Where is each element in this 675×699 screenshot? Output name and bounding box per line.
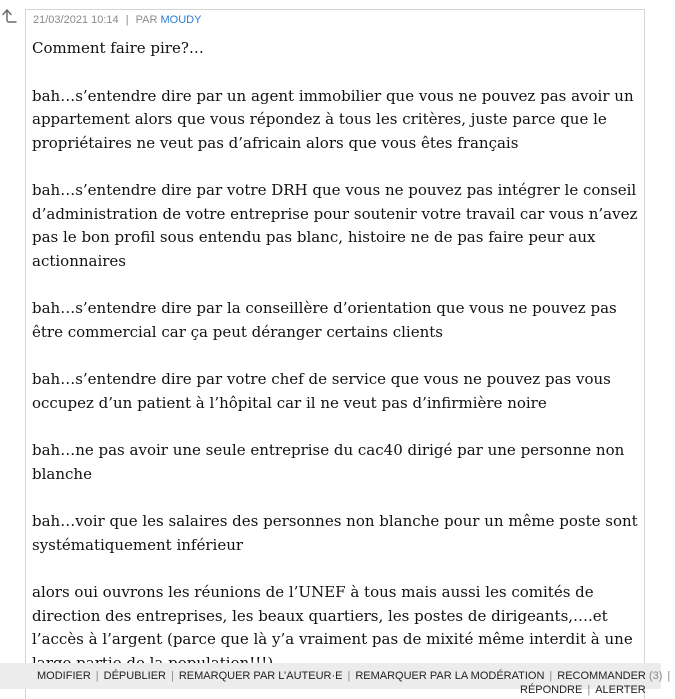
comment-paragraph: bah…s’entendre dire par la conseillère d’orientation que vous ne pouvez pas être commercial car ça peut déranger certains clients — [32, 299, 617, 341]
action-separator: | — [587, 684, 591, 696]
report-link[interactable]: ALERTER — [595, 684, 646, 696]
modify-link[interactable]: MODIFIER — [37, 670, 91, 682]
comment-paragraph: alors oui ouvrons les réunions de l’UNEF à tous mais aussi les comités de direction des entreprises, les beaux quartiers, les postes de dirigeants,….et l’accès à l’argent (parce que là y’a vraiment pas de mixité même interdit à une — [32, 583, 633, 648]
comment-paragraph: bah…s’entendre dire par un agent immobilier que vous ne pouvez pas avoir un appartement alors que vous répondez à tous les critères, juste parce que le propriétaires ne veut pas d’africain alors que vous êtes français — [32, 86, 634, 152]
author-link[interactable]: MOUDY — [160, 14, 202, 26]
meta-separator: | — [125, 14, 129, 26]
recommend-count: (3) — [648, 670, 663, 682]
comment-paragraph: bah…s’entendre dire par votre DRH que vous ne pouvez pas intégrer le conseil d’administration de votre entreprise pour soutenir votre travail car vous n’avez pas le bon profil sous entendu pas blanc, histoire ne de pas faire peur aux actionnaires — [32, 181, 638, 270]
action-separator: | — [347, 670, 351, 682]
comment-meta — [33, 14, 201, 26]
comment-body — [32, 37, 644, 699]
comment-paragraph: bah…ne pas avoir une seule entreprise du cac40 dirigé par une personne non blanche — [32, 441, 625, 483]
highlight-by-author-link[interactable]: REMARQUER PAR L’AUTEUR·E — [178, 670, 343, 682]
comment-paragraph: bah…voir que les salaires des personnes non blanche pour un même poste sont systématiquement inférieur — [32, 512, 638, 554]
unpublish-link[interactable]: DÉPUBLIER — [103, 670, 166, 682]
comment-paragraph: bah…s’entendre dire par votre chef de service que vous ne pouvez pas vous occupez d’un patient à l’hôpital car il ne veut pas d’infirmière noire — [32, 370, 611, 412]
by-label: PAR — [135, 14, 158, 26]
recommend-link[interactable]: RECOMMANDER — [557, 670, 646, 682]
action-separator: | — [549, 670, 553, 682]
action-row-2 — [520, 684, 646, 696]
action-separator: | — [171, 670, 174, 682]
action-separator: | — [95, 670, 99, 682]
action-separator: | — [667, 670, 671, 682]
highlight-by-moderation-link[interactable]: REMARQUER PAR LA MODÉRATION — [355, 670, 545, 682]
comment-date: 21/03/2021 10:14 — [33, 14, 119, 26]
comment-card — [25, 9, 645, 699]
reply-arrow-icon — [2, 8, 18, 30]
comment-action-bar — [0, 663, 671, 696]
reply-link[interactable]: RÉPONDRE — [520, 684, 583, 696]
action-row — [37, 670, 675, 682]
comment-paragraph: Comment faire pire?… — [32, 39, 204, 57]
